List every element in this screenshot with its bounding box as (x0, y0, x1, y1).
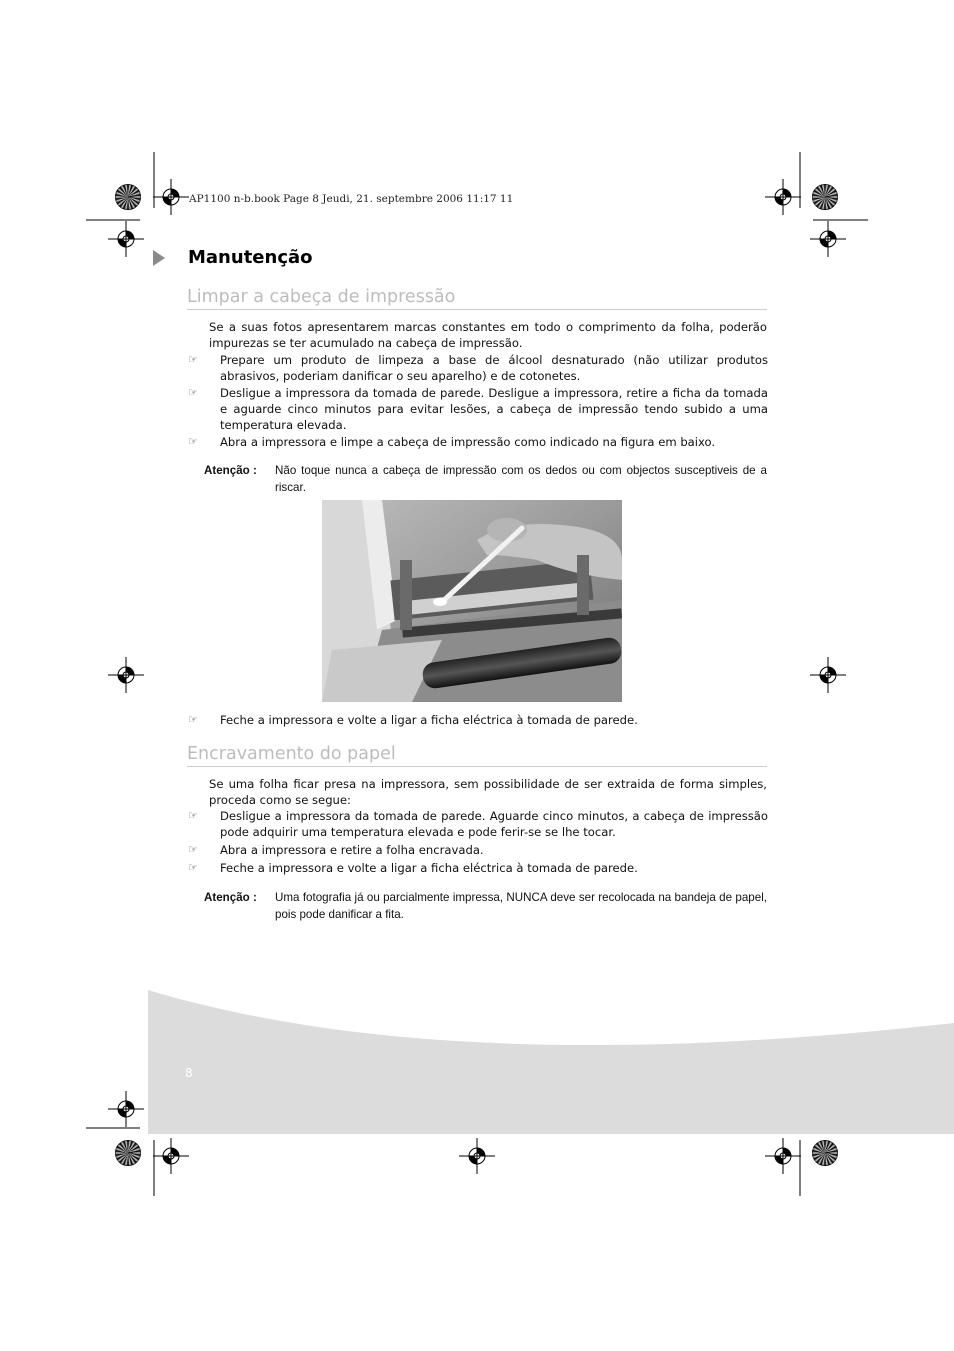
page-number: 8 (185, 1066, 193, 1080)
pointing-hand-icon: ☞ (188, 843, 198, 856)
list-item (188, 842, 768, 858)
section-intro-cleaning: Se a suas fotos apresentarem marcas constantes em todo o comprimento da folha, poderão impurezas se ter acumulado na cabeça de impressão. (209, 320, 767, 350)
list-item (188, 352, 768, 384)
list-item-text: Abra a impressora e retire a folha encravada. (220, 843, 484, 857)
registration-target-icon (810, 657, 846, 693)
print-header-note: AP1100 n-b.book Page 8 Jeudi, 21. septembre 2006 11:17 11 (189, 193, 514, 205)
registration-target-icon (765, 1138, 801, 1174)
list-item-text: Feche a impressora e volte a ligar a ficha eléctrica à tomada de parede. (220, 861, 638, 875)
section-title-cleaning: Limpar a cabeça de impressão (187, 286, 767, 310)
registration-starburst-icon (813, 185, 838, 210)
list-item (188, 860, 768, 876)
registration-target-icon (153, 179, 189, 215)
registration-target-icon (108, 221, 144, 257)
registration-starburst-icon (813, 1141, 838, 1166)
registration-starburst-icon (116, 185, 141, 210)
registration-target-icon (108, 657, 144, 693)
warning-note (204, 889, 767, 923)
registration-target-icon (153, 1138, 189, 1174)
triangle-marker-icon (153, 250, 165, 266)
list-item (188, 712, 768, 728)
list-item-text: Desligue a impressora da tomada de parede. Aguarde cinco minutos, a cabeça de impressão pode adquirir uma temperatura elevada e pode ferir-se se lhe tocar. (220, 809, 768, 839)
list-item (188, 434, 768, 450)
registration-target-icon (810, 221, 846, 257)
registration-starburst-icon (116, 1141, 141, 1166)
registration-target-icon (459, 1138, 495, 1174)
note-label: Atenção : (204, 891, 257, 904)
chapter-title: Manutenção (188, 247, 313, 268)
list-item-text: Abra a impressora e limpe a cabeça de impressão como indicado na figura em baixo. (220, 435, 716, 449)
footer-band (148, 990, 954, 1134)
warning-note (204, 462, 767, 496)
list-item (188, 808, 768, 840)
note-text: Não toque nunca a cabeça de impressão com os dedos ou com objectos susceptiveis de a riscar. (275, 464, 767, 494)
list-item (188, 385, 768, 433)
registration-target-icon (108, 1091, 144, 1127)
pointing-hand-icon: ☞ (188, 713, 198, 726)
section-title-paper-jam: Encravamento do papel (187, 743, 767, 767)
pointing-hand-icon: ☞ (188, 353, 198, 366)
section-intro-paper-jam: Se uma folha ficar presa na impressora, sem possibilidade de ser extraida de forma simples, proceda como se segue: (209, 777, 767, 807)
pointing-hand-icon: ☞ (188, 435, 198, 448)
pointing-hand-icon: ☞ (188, 386, 198, 399)
list-item-text: Desligue a impressora da tomada de parede. Desligue a impressora, retire a ficha da tomada e aguarde cinco minutos para evitar lesões, a cabeça de impressão tendo subido a uma temperatura elevada. (220, 386, 768, 432)
note-label: Atenção : (204, 464, 257, 477)
note-text: Uma fotografia já ou parcialmente impressa, NUNCA deve ser recolocada na bandeja de papel, pois pode danificar a fita. (275, 891, 767, 921)
printhead-cleaning-photo (322, 500, 622, 702)
registration-target-icon (765, 179, 801, 215)
pointing-hand-icon: ☞ (188, 809, 198, 822)
pointing-hand-icon: ☞ (188, 861, 198, 874)
list-item-text: Prepare um produto de limpeza a base de álcool desnaturado (não utilizar produtos abrasivos, poderiam danificar o seu aparelho) e de cotonetes. (220, 353, 768, 383)
list-item-text: Feche a impressora e volte a ligar a ficha eléctrica à tomada de parede. (220, 713, 638, 727)
